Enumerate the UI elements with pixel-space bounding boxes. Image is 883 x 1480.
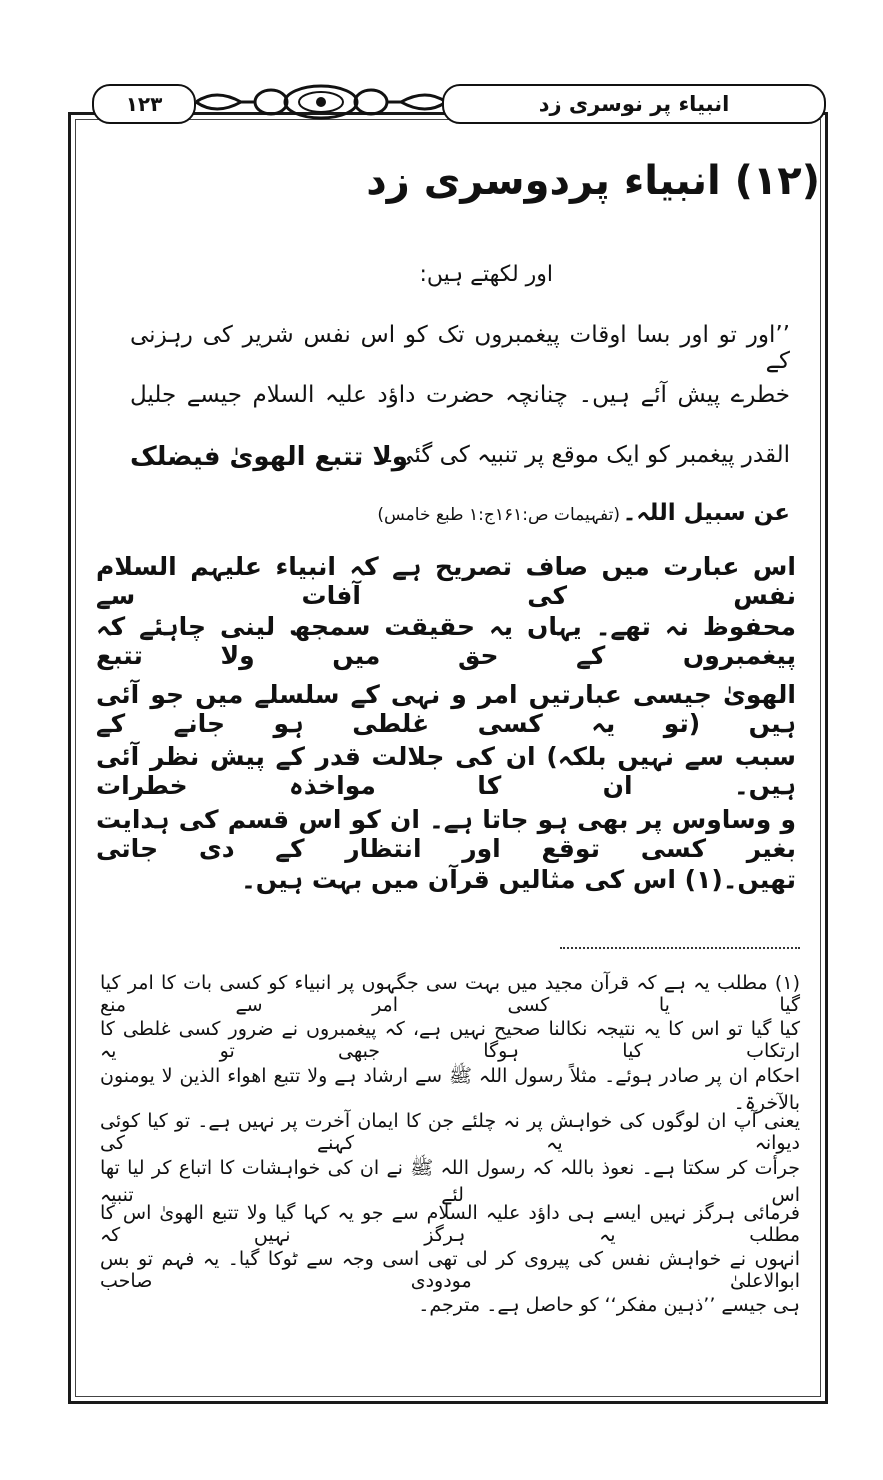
- footnote-line: فرمائی ہرگز نہیں ایسے ہی داؤد علیہ السلام سے جو یہ کہا گیا ولا تتبع الھویٰ اس کا مطلب یہ ہرگز نہیں کہ: [100, 1202, 800, 1246]
- body-line: و وساوس پر بھی ہو جاتا ہے۔ ان کو اس قسم کی ہدایت بغیر کسی توقع اور انتظار کے دی جاتی: [96, 805, 796, 863]
- citation-reference: (تفہیمات ص:۱۶۱ج:۱ طبع خامس): [377, 505, 620, 525]
- quote-line: القدر پیغمبر کو ایک موقع پر تنبیہ کی گئی۔: [381, 442, 790, 468]
- footnote-divider: [560, 947, 800, 949]
- quote-citation-row: [130, 500, 790, 536]
- body-line: الھویٰ جیسی عبارتیں امر و نہی کے سلسلے میں جو آئی ہیں (تو یہ کسی غلطی ہو جانے کے: [96, 680, 796, 738]
- footnote-line: جرأت کر سکتا ہے۔ نعوذ باللہ کہ رسول اللہ ﷺ نے ان کی خواہشات کا اتباع کر لیا تھا اس لئے تنبیہ: [100, 1157, 800, 1206]
- footnote-line: کیا گیا تو اس کا یہ نتیجہ نکالنا صحیح نہیں ہے، کہ پیغمبروں نے ضرور کسی غلطی کا ارتکاب کیا ہوگا جبھی تو یہ: [100, 1018, 800, 1062]
- body-line: سبب سے نہیں بلکہ) ان کی جلالت قدر کے پیش نظر آئی ہیں۔ ان کا مواخذہ خطرات: [96, 742, 796, 800]
- decorative-ornament-icon: [196, 82, 446, 122]
- chapter-title: (۱۲) انبیاء پردوسری زد: [366, 158, 820, 204]
- quote-line: ’’اور تو اور بسا اوقات پیغمبروں تک کو اس نفس شریر کی رہزنی کے: [130, 322, 790, 374]
- footnote-line: ہی جیسے ’’ذہین مفکر‘‘ کو حاصل ہے۔ مترجم۔: [418, 1294, 800, 1316]
- footnote-line: یعنی آپ ان لوگوں کی خواہش پر نہ چلئے جن کا ایمان آخرت پر نہیں ہے۔ تو کیا کوئی دیوانہ یہ کہنے کی: [100, 1110, 800, 1154]
- footnote-line: انہوں نے خواہش نفس کی پیروی کر لی تھی اسی وجہ سے ٹوکا گیا۔ یہ فہم تو بس ابوالاعلیٰ مودودی صاحب: [100, 1248, 800, 1292]
- body-line: محفوظ نہ تھے۔ یہاں یہ حقیقت سمجھ لینی چاہئے کہ پیغمبروں کے حق میں ولا تتبع: [96, 612, 796, 670]
- quote-arabic-end: عن سبیل اللہ۔: [622, 500, 790, 526]
- body-line: تھیں۔(۱) اس کی مثالیں قرآن میں بہت ہیں۔: [241, 865, 796, 894]
- page-header: [92, 82, 822, 126]
- quote-arabic-text: ولا تتبع الھویٰ فیضلک: [130, 442, 408, 472]
- page-number: ۱۲۳: [92, 84, 196, 124]
- intro-text: اور لکھتے ہیں:: [419, 262, 553, 287]
- footnote-line: احکام ان پر صادر ہوئے۔ مثلاً رسول اللہ ﷺ سے ارشاد ہے ولا تتبع اھواء الذین لا یومنون بالآخرۃ۔: [100, 1065, 800, 1114]
- body-line: اس عبارت میں صاف تصریح ہے کہ انبیاء علیہم السلام نفس کی آفات سے: [96, 552, 796, 610]
- quote-line: خطرے پیش آئے ہیں۔ چنانچہ حضرت داؤد علیہ السلام جیسے جلیل: [130, 382, 790, 408]
- running-title: انبیاء پر نوسری زد: [442, 84, 826, 124]
- footnote-line: (۱) مطلب یہ ہے کہ قرآن مجید میں بہت سی جگہوں پر انبیاء کو کسی بات کا امر کیا گیا یا کسی امر سے منع: [100, 972, 800, 1016]
